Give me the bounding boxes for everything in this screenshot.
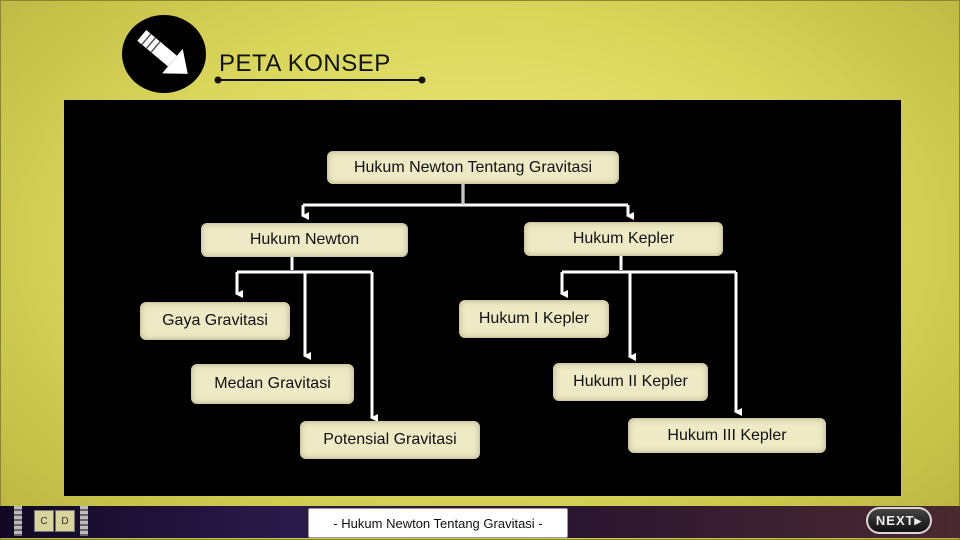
nav-d-button[interactable]: D [55, 510, 75, 532]
nav-c-button[interactable]: C [34, 510, 54, 532]
footer-caption: - Hukum Newton Tentang Gravitasi - [308, 508, 568, 538]
node-hukum-2-kepler[interactable]: Hukum II Kepler [553, 363, 708, 401]
node-medan-gravitasi[interactable]: Medan Gravitasi [191, 364, 354, 404]
node-hukum-newton[interactable]: Hukum Newton [201, 223, 408, 257]
node-potensial-gravitasi[interactable]: Potensial Gravitasi [300, 421, 480, 459]
node-hukum-3-kepler[interactable]: Hukum III Kepler [628, 418, 826, 453]
film-reel-icon [14, 506, 22, 536]
node-root[interactable]: Hukum Newton Tentang Gravitasi [327, 151, 619, 184]
next-button[interactable]: NEXT▸ [866, 507, 932, 534]
page-title: PETA KONSEP [219, 50, 391, 77]
node-hukum-1-kepler[interactable]: Hukum I Kepler [459, 300, 609, 338]
node-gaya-gravitasi[interactable]: Gaya Gravitasi [140, 302, 290, 340]
film-reel-icon [80, 506, 88, 536]
node-hukum-kepler[interactable]: Hukum Kepler [524, 222, 723, 256]
